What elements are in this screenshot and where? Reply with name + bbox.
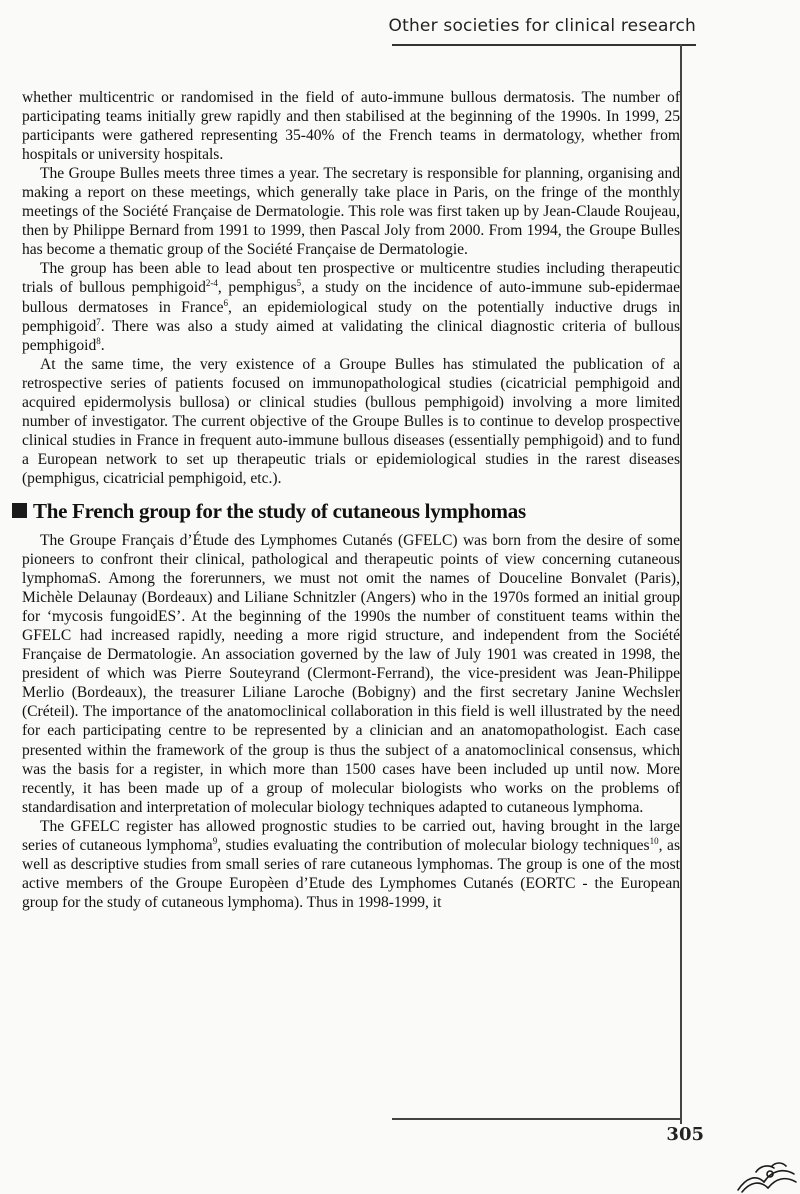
text-run: . (100, 336, 105, 354)
text-run: , pemphigus (217, 279, 297, 297)
footnote-ref: 8 (96, 335, 101, 346)
paragraph: whether multicentric or randomised in the field of auto-immune bullous dermatosis. The number of participating teams initially grew rapidly and then stabilised at the beginning of the 1990s. In 1999, 25 participants were gathered representing 35-40% of the French teams in dermatology, whether from hospitals or university hospitals. (22, 89, 680, 164)
paragraph: The Groupe Français d’Étude des Lymphomes Cutanés (GFELC) was born from the desire of some pioneers to confront their clinical, pathological and therapeutic points of view concerning cutaneous lymphomaS. Among the forerunners, we must not omit the names of Douceline Bonvalet (Paris), Michèle Delaunay (Bordeaux) and Liliane Schnitzler (Angers) who in the 1970s formed an initial group for ‘mycosis fungoidES’. At the beginning of the 1990s the number of constituent teams within the GFELC had increased rapidly, needing a more rigid structure, and independent from the Société Française de Dermatologie. An association governed by the law of July 1901 was created in 1998, the president of which was Pierre Souteyrand (Clermont-Ferrand), the vice-president was Jean-Philippe Merlio (Bordeaux), the treasurer Liliane Laroche (Bobigny) and the first secretary Janine Wechsler (Créteil). The importance of the anatomoclinical collaboration in this field is well illustrated by the need for each participating centre to be represented by a clinician and an anatomopathologist. Each case presented within the framework of the group is thus the subject of a anatomoclinical consensus, which was the basis for a register, in which more than 1500 cases have been included up until now. More recently, it has been made up of a group of molecular biologists who works on the problems of standardisation and interpretation of molecular biology techniques adapted to cutaneous lymphoma. (22, 531, 680, 816)
publisher-emblem-icon (734, 1160, 798, 1194)
section-heading (12, 498, 680, 524)
text-run: . There was also a study aimed at validating the clinical diagnostic criteria of bullous pemphigoid (22, 317, 680, 354)
footnote-ref: 6 (223, 297, 228, 308)
footnote-ref: 7 (96, 316, 101, 327)
bottom-rule (392, 1118, 682, 1120)
footnote-ref: 2-4 (205, 278, 218, 289)
body-text (22, 88, 680, 912)
margin-line (680, 44, 682, 1124)
text-run: The GFELC register has allowed prognostic studies to be carried out, having brought in the large series of cutaneous lymphoma (22, 817, 680, 854)
footnote-ref: 5 (296, 278, 302, 289)
paragraph (22, 259, 680, 354)
running-header: Other societies for clinical research (388, 16, 696, 36)
paragraph: The Groupe Bulles meets three times a year. The secretary is responsible for planning, organising and making a report on these meetings, which generally take place in Paris, on the fringe of the monthly meetings of the Société Française de Dermatologie. This role was first taken up by Jean-Claude Roujeau, then by Philippe Bernard from 1991 to 1999, then Pascal Joly from 2000. From 1994, the Groupe Bulles has become a thematic group of the Société Française de Dermatologie. (22, 165, 680, 259)
text-run: , an epidemiological study on the potentially inductive drugs in pemphigoid (22, 298, 680, 335)
footnote-ref: 10 (649, 835, 659, 846)
section-heading-text: The French group for the study of cutaneous lymphomas (33, 498, 526, 523)
header-rule (392, 44, 696, 46)
text-run: , a study on the incidence of auto-immune sub-epidermae bullous dermatoses in France (22, 279, 680, 316)
text-run: The group has been able to lead about ten prospective or multicentre studies including therapeutic trials of bullous pemphigoid (22, 260, 680, 297)
black-square-icon (12, 503, 27, 518)
page-number: 305 (666, 1124, 704, 1145)
footnote-ref: 9 (212, 835, 218, 846)
paragraph (22, 817, 680, 912)
text-run: , studies evaluating the contribution of molecular biology techniques (217, 836, 650, 854)
paragraph: At the same time, the very existence of a Groupe Bulles has stimulated the publication of a retrospective series of patients focused on immunopathological studies (cicatricial pemphigoid and acquired epidermolysis bullosa) or clinical studies (bullous pemphigoid) involving a more limited number of investigator. The current objective of the Groupe Bulles is to continue to develop prospective clinical studies in France in frequent auto-immune bullous diseases (essentially pemphigoid) and to fund a European network to set up therapeutic trials or epidemiological studies in the rarest diseases (pemphigus, cicatricial pemphigoid, etc.). (22, 355, 680, 487)
text-run: , as well as descriptive studies from small series of rare cutaneous lymphomas. The group is one of the most active members of the Groupe Europèen d’Etude des Lymphomes Cutanés (EORTC - the European group for the study of cutaneous lymphoma). Thus in 1998-1999, it (22, 836, 680, 911)
